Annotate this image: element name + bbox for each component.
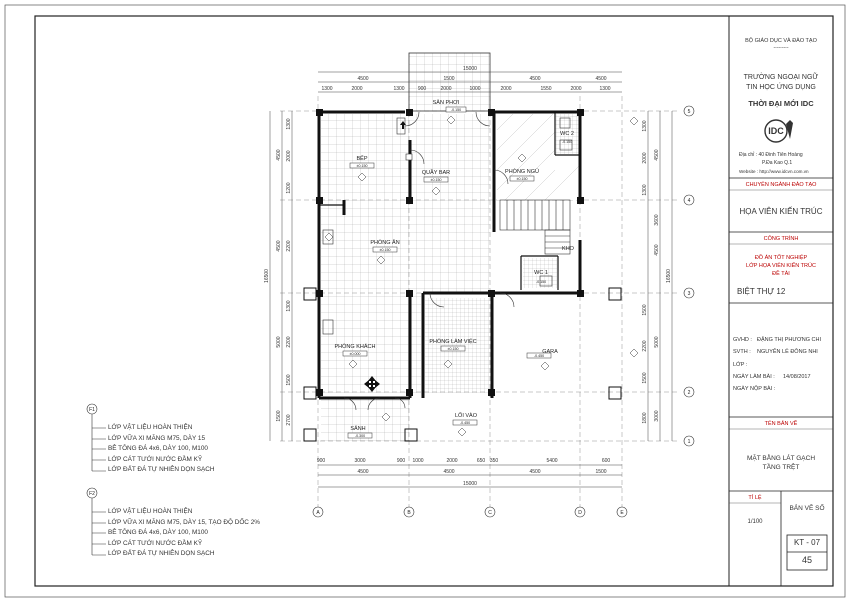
project-name: BIỆT THỰ 12 (737, 287, 786, 296)
dim-left-fine-5: 1300 (286, 300, 292, 312)
dim-left-mid-3: 5000 (276, 336, 282, 348)
dim-left-mid-1: 4500 (276, 149, 282, 161)
room-living-label: PHÒNG KHÁCH (334, 344, 376, 350)
scale-value: 1/100 (747, 519, 763, 525)
level-wc2: -0.150 (561, 140, 573, 144)
school-line-2: TIN HỌC ỨNG DỤNG (746, 84, 816, 91)
project-header: CÔNG TRÌNH (763, 236, 799, 242)
dim-top-fine-5: 2000 (440, 86, 452, 92)
room-bar-label: QUẦY BAR (421, 170, 451, 176)
dim-top-mid-3: 4500 (529, 76, 541, 82)
project-line-1: ĐỒ ÁN TỐT NGHIỆP (754, 255, 808, 261)
dim-left-fine-2: 2000 (286, 150, 292, 162)
dim-top-fine-4: 900 (417, 86, 427, 92)
legend-f1-tag: F1 (89, 407, 95, 413)
dim-right-fine-3: 1300 (642, 184, 648, 196)
dim-top-fine-8: 1550 (540, 86, 552, 92)
dim-bottom-mid-2: 4500 (443, 469, 455, 475)
legend-f2 (108, 507, 260, 560)
dim-top-fine-9: 2000 (570, 86, 582, 92)
legend-f2-line: LỚP CÁT TƯỚI NƯỚC ĐẦM KỸ (108, 539, 203, 547)
gvhd-value: ĐẶNG THỊ PHƯƠNG CHI (757, 337, 822, 343)
level-garage: -0.450 (533, 354, 545, 358)
dim-right-fine-7: 1800 (642, 412, 648, 424)
axis-5-label: 5 (687, 109, 691, 115)
project-line-2: LỚP HỌA VIÊN KIẾN TRÚC (746, 263, 816, 269)
dim-left-fine-7: 1500 (286, 374, 292, 386)
dim-bottom-mid-1: 4500 (357, 469, 369, 475)
dim-right-fine-5: 2200 (642, 340, 648, 352)
svth-value: NGUYỄN LÊ ĐÔNG NHI (757, 349, 818, 355)
drawing-name-line-1: MẶT BẰNG LÁT GẠCH (746, 455, 816, 462)
legend-f1-line: LỚP VỮA XI MĂNG M75, DÀY 15 (108, 434, 206, 442)
axis-c-label: C (488, 510, 492, 516)
project-line-3: ĐỀ TÀI (772, 271, 790, 277)
axis-2-label: 2 (687, 390, 691, 396)
legend-f2-tag: F2 (89, 491, 95, 497)
legend-f1 (108, 423, 214, 476)
ministry-divider: --------- (773, 45, 789, 51)
room-wc2-label: WC 2 (560, 131, 574, 137)
level-dining: ±0.150 (379, 248, 391, 252)
dim-right-fine-1: 1300 (642, 120, 648, 132)
level-wc1: -0.150 (535, 280, 547, 284)
axis-1-label: 1 (687, 439, 691, 445)
room-lobby-label: SẢNH (350, 426, 366, 432)
dim-bottom-fine-9: 600 (601, 458, 611, 464)
level-office: ±0.150 (447, 347, 459, 351)
room-garage-label: GARA (542, 349, 558, 355)
legend-f2-line: BÊ TÔNG ĐÁ 4x6, DÀY 100, M100 (108, 529, 208, 537)
logo-text: IDC (768, 126, 784, 136)
dim-bottom-fine-3: 900 (396, 458, 406, 464)
dim-left-fine-4: 2200 (286, 240, 292, 252)
legend-f1-line: LỚP VẬT LIỆU HOÀN THIỆN (108, 424, 193, 431)
dim-bottom-total: 15000 (463, 481, 477, 487)
dim-left-mid-2: 4500 (276, 240, 282, 252)
legend-f1-line: BÊ TÔNG ĐÁ 4x6, DÀY 100, M100 (108, 445, 208, 453)
drawing-name-header: TÊN BẢN VẼ (764, 421, 798, 427)
school-brand: THỜI ĐẠI MỚI IDC (748, 99, 814, 108)
dim-right-mid-2: 3600 (654, 214, 660, 226)
dim-right-mid-5: 3000 (654, 410, 660, 422)
dim-bottom-mid-3: 4500 (529, 469, 541, 475)
dim-top-fine-10: 1300 (599, 86, 611, 92)
legend-f1-line: LỚP ĐẤT ĐÁ TỰ NHIÊN DỌN SẠCH (108, 466, 215, 474)
dim-left-fine-8: 2700 (286, 414, 292, 426)
legend-f1-line: LỚP CÁT TƯỚI NƯỚC ĐẦM KỸ (108, 455, 203, 463)
dim-bottom-fine-5: 2000 (446, 458, 458, 464)
dim-bottom-fine-8: 5400 (546, 458, 558, 464)
axis-a-label: A (316, 510, 320, 516)
svth-label: SVTH : (733, 349, 751, 355)
dim-left-fine-6: 2200 (286, 336, 292, 348)
axis-e-label: E (620, 510, 624, 516)
dim-left-fine-3: 1200 (286, 182, 292, 194)
room-bedroom-label: PHÒNG NGỦ (505, 169, 539, 175)
dim-right-mid-3: 4500 (654, 244, 660, 256)
school-line-1: TRƯỜNG NGOẠI NGỮ (743, 74, 819, 81)
room-kitchen-label: BẾP (356, 156, 368, 162)
sheet-header: BẢN VẼ SỐ (789, 505, 825, 512)
legend-f2-line: LỚP VẬT LIỆU HOÀN THIỆN (108, 508, 193, 515)
dim-top-total: 15000 (463, 66, 477, 72)
level-balcony: -0.150 (450, 108, 462, 112)
submit-label: NGÀY NỘP BÀI : (733, 386, 776, 392)
dim-top-fine-7: 2000 (500, 86, 512, 92)
gvhd-label: GVHD : (733, 337, 752, 343)
axis-b-label: B (407, 510, 411, 516)
website: Website : http://www.idcvn.com.vn (739, 169, 809, 174)
class-label: LỚP : (733, 362, 748, 368)
major-header: CHUYÊN NGÀNH ĐÀO TẠO (745, 182, 817, 188)
ministry-label: BỘ GIÁO DỤC VÀ ĐÀO TẠO (745, 38, 817, 44)
date-value: 14/08/2017 (783, 374, 811, 380)
axis-3-label: 3 (687, 291, 691, 297)
drawing-name-line-2: TẦNG TRỆT (762, 464, 800, 471)
idc-logo (765, 120, 793, 142)
date-label: NGÀY LÀM BÀI : (733, 374, 775, 380)
level-bar: ±0.150 (430, 178, 442, 182)
dim-top-mid-1: 4500 (357, 76, 369, 82)
sheet-code: KT - 07 (793, 538, 821, 547)
dim-top-fine-2: 2000 (351, 86, 363, 92)
room-storage-label: KHO (562, 246, 574, 252)
room-office-label: PHÒNG LÀM VIỆC (429, 339, 477, 345)
level-bedroom: ±0.150 (516, 177, 528, 181)
dim-right-fine-6: 1500 (642, 372, 648, 384)
dim-bottom-fine-6: 650 (476, 458, 486, 464)
room-entrance-label: LỐI VÀO (454, 413, 478, 419)
dim-right-mid-1: 4500 (654, 149, 660, 161)
dim-bottom-fine-2: 3000 (354, 458, 366, 464)
room-dining-label: PHÒNG ĂN (370, 240, 400, 246)
dim-right-fine-4: 1500 (642, 304, 648, 316)
room-balcony-label: SÂN PHƠI (432, 100, 460, 106)
dim-bottom-fine-1: 900 (316, 458, 326, 464)
legend-f2-line: LỚP ĐẤT ĐÁ TỰ NHIÊN DỌN SẠCH (108, 550, 215, 558)
dim-left-mid-4: 1500 (276, 410, 282, 422)
level-lobby: -0.300 (354, 434, 366, 438)
dim-bottom-fine-7: 350 (489, 458, 499, 464)
dim-right-mid-4: 5000 (654, 336, 660, 348)
dim-top-fine-6: 1000 (469, 86, 481, 92)
dim-top-mid-2: 1500 (443, 76, 455, 82)
level-kitchen: ±0.150 (356, 164, 368, 168)
legend-f2-line: LỚP VỮA XI MĂNG M75, DÀY 15, TẠO ĐỘ DỐC 2% (108, 518, 260, 526)
ward: P.Đa Kao Q.1 (762, 160, 793, 166)
dim-left-fine-1: 1300 (286, 118, 292, 130)
dim-right-total: 16500 (666, 269, 672, 283)
level-entrance: -0.450 (459, 421, 471, 425)
level-living: ±0.000 (349, 352, 361, 356)
scale-header: TỈ LỆ (748, 495, 762, 501)
axis-d-label: D (578, 510, 582, 516)
dim-top-fine-1: 1300 (321, 86, 333, 92)
dim-bottom-fine-4: 1000 (412, 458, 424, 464)
dim-bottom-mid-4: 1500 (595, 469, 607, 475)
dim-top-mid-4: 4500 (595, 76, 607, 82)
address: Địa chỉ : 40 Đinh Tiên Hoàng (739, 152, 803, 158)
major-value: HỌA VIÊN KIẾN TRÚC (739, 207, 823, 216)
room-wc1-label: WC 1 (534, 270, 548, 276)
dim-top-fine-3: 1300 (393, 86, 405, 92)
sheet-number: 45 (801, 555, 812, 565)
dim-right-fine-2: 2000 (642, 152, 648, 164)
dim-left-total: 16500 (264, 269, 270, 283)
axis-4-label: 4 (687, 198, 691, 204)
